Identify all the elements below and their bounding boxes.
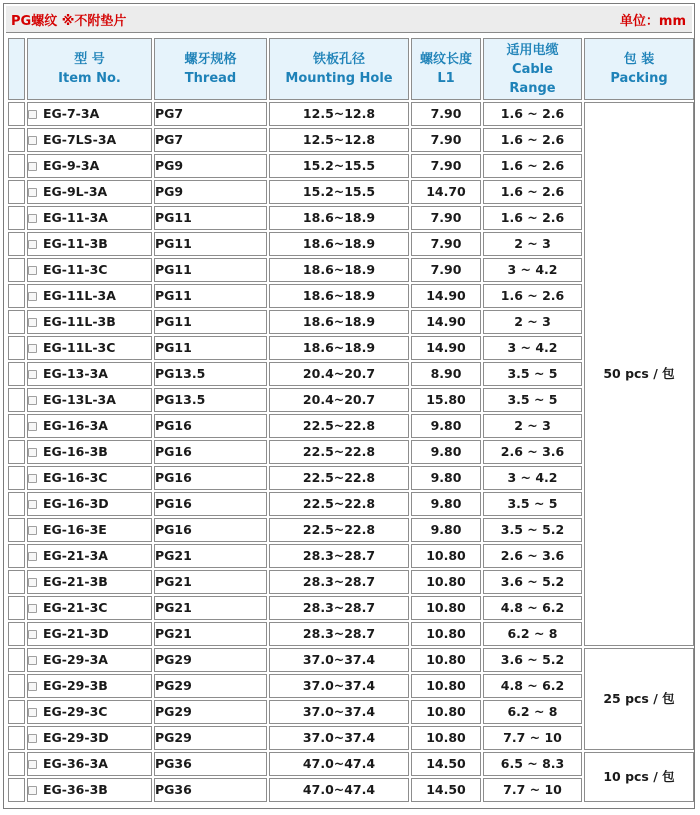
row-checkbox[interactable] (28, 214, 37, 223)
thread-cell: PG16 (154, 466, 267, 490)
item-cell (27, 622, 152, 646)
item-cell (27, 544, 152, 568)
item-number: EG-11-3B (43, 236, 108, 251)
row-select-cell (8, 492, 25, 516)
spec-sheet (3, 3, 695, 809)
cable-range-cell: 2 ~ 3 (483, 414, 582, 438)
length-cell: 10.80 (411, 674, 481, 698)
item-cell (27, 232, 152, 256)
thread-cell: PG36 (154, 752, 267, 776)
thread-cell: PG11 (154, 310, 267, 334)
row-checkbox[interactable] (28, 682, 37, 691)
mounting-hole-cell: 47.0~47.4 (269, 778, 409, 802)
length-cell: 7.90 (411, 258, 481, 282)
item-number: EG-16-3E (43, 522, 107, 537)
row-select-cell (8, 518, 25, 542)
item-cell (27, 440, 152, 464)
item-number: EG-29-3B (43, 678, 108, 693)
row-checkbox[interactable] (28, 422, 37, 431)
item-number: EG-21-3C (43, 600, 108, 615)
item-number: EG-13L-3A (43, 392, 116, 407)
item-cell (27, 700, 152, 724)
length-cell: 15.80 (411, 388, 481, 412)
item-cell (27, 362, 152, 386)
mounting-hole-cell: 28.3~28.7 (269, 596, 409, 620)
thread-cell: PG13.5 (154, 362, 267, 386)
length-cell: 10.80 (411, 570, 481, 594)
length-cell: 14.90 (411, 336, 481, 360)
item-number: EG-16-3B (43, 444, 108, 459)
row-checkbox[interactable] (28, 552, 37, 561)
header-thread: 螺牙规格 Thread (154, 38, 267, 100)
item-number: EG-29-3C (43, 704, 108, 719)
thread-cell: PG16 (154, 518, 267, 542)
row-select-cell (8, 180, 25, 204)
length-cell: 14.50 (411, 752, 481, 776)
cable-range-cell: 7.7 ~ 10 (483, 778, 582, 802)
length-cell: 7.90 (411, 128, 481, 152)
mounting-hole-cell: 47.0~47.4 (269, 752, 409, 776)
thread-cell: PG21 (154, 544, 267, 568)
row-select-cell (8, 258, 25, 282)
mounting-hole-cell: 18.6~18.9 (269, 336, 409, 360)
cable-range-cell: 2.6 ~ 3.6 (483, 440, 582, 464)
row-checkbox[interactable] (28, 136, 37, 145)
cable-range-cell: 3 ~ 4.2 (483, 466, 582, 490)
mounting-hole-cell: 37.0~37.4 (269, 700, 409, 724)
row-select-cell (8, 544, 25, 568)
length-cell: 7.90 (411, 232, 481, 256)
mounting-hole-cell: 28.3~28.7 (269, 570, 409, 594)
cable-range-cell: 1.6 ~ 2.6 (483, 128, 582, 152)
length-cell: 9.80 (411, 414, 481, 438)
cable-range-cell: 1.6 ~ 2.6 (483, 102, 582, 126)
length-cell: 14.90 (411, 310, 481, 334)
item-number: EG-29-3D (43, 730, 109, 745)
item-cell (27, 778, 152, 802)
row-select-cell (8, 466, 25, 490)
length-cell: 9.80 (411, 518, 481, 542)
mounting-hole-cell: 20.4~20.7 (269, 388, 409, 412)
length-cell: 14.70 (411, 180, 481, 204)
item-cell (27, 102, 152, 126)
thread-cell: PG29 (154, 700, 267, 724)
header-packing: 包 装 Packing (584, 38, 694, 100)
row-select-cell (8, 154, 25, 178)
mounting-hole-cell: 37.0~37.4 (269, 674, 409, 698)
spec-table (6, 36, 696, 804)
row-checkbox[interactable] (28, 370, 37, 379)
row-checkbox[interactable] (28, 630, 37, 639)
item-number: EG-36-3B (43, 782, 108, 797)
cable-range-cell: 2 ~ 3 (483, 310, 582, 334)
mounting-hole-cell: 22.5~22.8 (269, 492, 409, 516)
item-number: EG-16-3D (43, 496, 109, 511)
mounting-hole-cell: 18.6~18.9 (269, 284, 409, 308)
length-cell: 10.80 (411, 726, 481, 750)
thread-cell: PG9 (154, 154, 267, 178)
item-cell (27, 674, 152, 698)
length-cell: 14.50 (411, 778, 481, 802)
cable-range-cell: 3 ~ 4.2 (483, 258, 582, 282)
cable-range-cell: 3.5 ~ 5 (483, 492, 582, 516)
length-cell: 10.80 (411, 596, 481, 620)
row-select-cell (8, 336, 25, 360)
item-cell (27, 388, 152, 412)
header-select (8, 38, 25, 100)
cable-range-cell: 3.5 ~ 5.2 (483, 518, 582, 542)
mounting-hole-cell: 22.5~22.8 (269, 440, 409, 464)
item-cell (27, 128, 152, 152)
row-select-cell (8, 778, 25, 802)
thread-cell: PG13.5 (154, 388, 267, 412)
row-select-cell (8, 700, 25, 724)
row-checkbox[interactable] (28, 266, 37, 275)
cable-range-cell: 3.6 ~ 5.2 (483, 648, 582, 672)
mounting-hole-cell: 20.4~20.7 (269, 362, 409, 386)
cable-range-cell: 1.6 ~ 2.6 (483, 154, 582, 178)
thread-cell: PG11 (154, 336, 267, 360)
item-number: EG-7-3A (43, 106, 100, 121)
row-select-cell (8, 414, 25, 438)
item-number: EG-11-3C (43, 262, 108, 277)
item-cell (27, 648, 152, 672)
packing-cell: 10 pcs / 包 (584, 752, 694, 802)
row-select-cell (8, 440, 25, 464)
length-cell: 9.80 (411, 440, 481, 464)
row-select-cell (8, 622, 25, 646)
row-select-cell (8, 726, 25, 750)
row-checkbox[interactable] (28, 578, 37, 587)
cable-range-cell: 3.5 ~ 5 (483, 388, 582, 412)
row-checkbox[interactable] (28, 162, 37, 171)
mounting-hole-cell: 22.5~22.8 (269, 466, 409, 490)
mounting-hole-cell: 28.3~28.7 (269, 544, 409, 568)
thread-cell: PG9 (154, 180, 267, 204)
mounting-hole-cell: 15.2~15.5 (269, 180, 409, 204)
row-checkbox[interactable] (28, 500, 37, 509)
title-bar (6, 6, 692, 33)
cable-range-cell: 3.6 ~ 5.2 (483, 570, 582, 594)
item-number: EG-29-3A (43, 652, 108, 667)
row-checkbox[interactable] (28, 734, 37, 743)
mounting-hole-cell: 15.2~15.5 (269, 154, 409, 178)
length-cell: 10.80 (411, 648, 481, 672)
cable-range-cell: 1.6 ~ 2.6 (483, 206, 582, 230)
length-cell: 9.80 (411, 492, 481, 516)
thread-cell: PG36 (154, 778, 267, 802)
item-cell (27, 180, 152, 204)
header-row (8, 38, 694, 100)
item-cell (27, 414, 152, 438)
length-cell: 10.80 (411, 544, 481, 568)
row-checkbox[interactable] (28, 240, 37, 249)
mounting-hole-cell: 18.6~18.9 (269, 206, 409, 230)
row-checkbox[interactable] (28, 292, 37, 301)
thread-cell: PG7 (154, 128, 267, 152)
item-cell (27, 570, 152, 594)
header-cable-range: 适用电缆 Cable Range (483, 38, 582, 100)
item-cell (27, 154, 152, 178)
cable-range-cell: 7.7 ~ 10 (483, 726, 582, 750)
thread-cell: PG29 (154, 648, 267, 672)
row-checkbox[interactable] (28, 708, 37, 717)
item-number: EG-21-3D (43, 626, 109, 641)
row-select-cell (8, 674, 25, 698)
length-cell: 10.80 (411, 622, 481, 646)
row-select-cell (8, 388, 25, 412)
mounting-hole-cell: 22.5~22.8 (269, 414, 409, 438)
row-checkbox[interactable] (28, 448, 37, 457)
row-checkbox[interactable] (28, 318, 37, 327)
thread-cell: PG7 (154, 102, 267, 126)
item-cell (27, 752, 152, 776)
length-cell: 7.90 (411, 102, 481, 126)
header-item: 型 号 Item No. (27, 38, 152, 100)
item-cell (27, 596, 152, 620)
row-select-cell (8, 570, 25, 594)
item-number: EG-21-3B (43, 574, 108, 589)
item-cell (27, 466, 152, 490)
item-number: EG-16-3C (43, 470, 108, 485)
item-cell (27, 726, 152, 750)
thread-cell: PG11 (154, 206, 267, 230)
thread-cell: PG11 (154, 232, 267, 256)
thread-cell: PG16 (154, 414, 267, 438)
unit-label: 单位：mm (619, 14, 686, 29)
length-cell: 8.90 (411, 362, 481, 386)
cable-range-cell: 4.8 ~ 6.2 (483, 674, 582, 698)
item-number: EG-9L-3A (43, 184, 108, 199)
table-row (8, 752, 694, 776)
item-cell (27, 206, 152, 230)
thread-cell: PG11 (154, 284, 267, 308)
item-number: EG-11L-3A (43, 288, 116, 303)
mounting-hole-cell: 18.6~18.9 (269, 258, 409, 282)
row-select-cell (8, 232, 25, 256)
item-cell (27, 492, 152, 516)
item-cell (27, 518, 152, 542)
cable-range-cell: 1.6 ~ 2.6 (483, 284, 582, 308)
thread-cell: PG29 (154, 674, 267, 698)
mounting-hole-cell: 22.5~22.8 (269, 518, 409, 542)
mounting-hole-cell: 12.5~12.8 (269, 128, 409, 152)
row-select-cell (8, 206, 25, 230)
item-number: EG-36-3A (43, 756, 108, 771)
table-row (8, 102, 694, 126)
row-checkbox[interactable] (28, 656, 37, 665)
item-cell (27, 336, 152, 360)
mounting-hole-cell: 28.3~28.7 (269, 622, 409, 646)
length-cell: 14.90 (411, 284, 481, 308)
table-row (8, 648, 694, 672)
row-checkbox[interactable] (28, 188, 37, 197)
item-cell (27, 258, 152, 282)
length-cell: 7.90 (411, 154, 481, 178)
cable-range-cell: 6.2 ~ 8 (483, 700, 582, 724)
item-number: EG-9-3A (43, 158, 100, 173)
cable-range-cell: 3.5 ~ 5 (483, 362, 582, 386)
row-select-cell (8, 362, 25, 386)
item-number: EG-16-3A (43, 418, 108, 433)
row-select-cell (8, 284, 25, 308)
length-cell: 7.90 (411, 206, 481, 230)
item-number: EG-11L-3C (43, 340, 116, 355)
mounting-hole-cell: 37.0~37.4 (269, 726, 409, 750)
row-select-cell (8, 752, 25, 776)
row-checkbox[interactable] (28, 344, 37, 353)
cable-range-cell: 6.5 ~ 8.3 (483, 752, 582, 776)
packing-cell: 50 pcs / 包 (584, 102, 694, 646)
item-number: EG-13-3A (43, 366, 108, 381)
row-select-cell (8, 648, 25, 672)
cable-range-cell: 2 ~ 3 (483, 232, 582, 256)
cable-range-cell: 6.2 ~ 8 (483, 622, 582, 646)
thread-cell: PG21 (154, 570, 267, 594)
mounting-hole-cell: 37.0~37.4 (269, 648, 409, 672)
item-cell (27, 310, 152, 334)
row-select-cell (8, 102, 25, 126)
mounting-hole-cell: 18.6~18.9 (269, 232, 409, 256)
row-select-cell (8, 128, 25, 152)
row-checkbox[interactable] (28, 526, 37, 535)
row-select-cell (8, 310, 25, 334)
row-checkbox[interactable] (28, 110, 37, 119)
length-cell: 9.80 (411, 466, 481, 490)
cable-range-cell: 3 ~ 4.2 (483, 336, 582, 360)
thread-cell: PG29 (154, 726, 267, 750)
thread-cell: PG16 (154, 492, 267, 516)
item-number: EG-7LS-3A (43, 132, 117, 147)
row-select-cell (8, 596, 25, 620)
thread-cell: PG16 (154, 440, 267, 464)
row-checkbox[interactable] (28, 604, 37, 613)
mounting-hole-cell: 12.5~12.8 (269, 102, 409, 126)
row-checkbox[interactable] (28, 474, 37, 483)
row-checkbox[interactable] (28, 396, 37, 405)
row-checkbox[interactable] (28, 786, 37, 795)
item-number: EG-11L-3B (43, 314, 116, 329)
thread-cell: PG21 (154, 622, 267, 646)
length-cell: 10.80 (411, 700, 481, 724)
item-number: EG-11-3A (43, 210, 108, 225)
row-checkbox[interactable] (28, 760, 37, 769)
cable-range-cell: 4.8 ~ 6.2 (483, 596, 582, 620)
cable-range-cell: 2.6 ~ 3.6 (483, 544, 582, 568)
thread-cell: PG11 (154, 258, 267, 282)
header-mounting-hole: 铁板孔径 Mounting Hole (269, 38, 409, 100)
item-cell (27, 284, 152, 308)
sheet-title: PG螺纹 ※不附垫片 (11, 14, 127, 29)
thread-cell: PG21 (154, 596, 267, 620)
header-length: 螺纹长度 L1 (411, 38, 481, 100)
packing-cell: 25 pcs / 包 (584, 648, 694, 750)
cable-range-cell: 1.6 ~ 2.6 (483, 180, 582, 204)
item-number: EG-21-3A (43, 548, 108, 563)
mounting-hole-cell: 18.6~18.9 (269, 310, 409, 334)
